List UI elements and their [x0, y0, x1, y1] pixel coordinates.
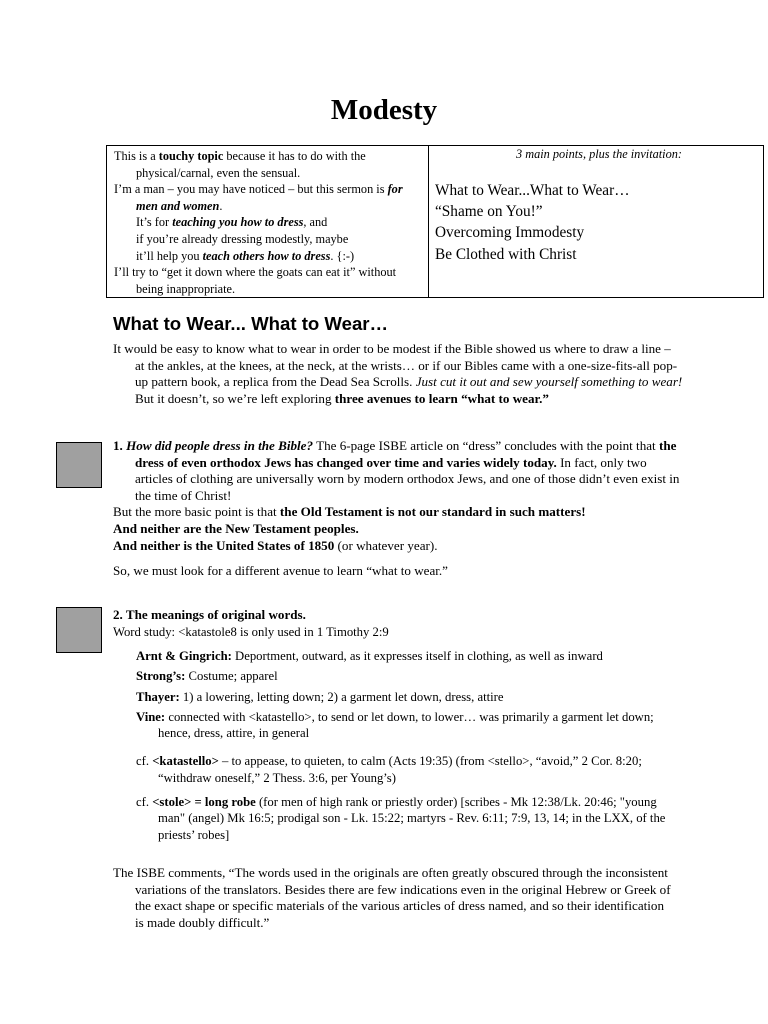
- paragraph: The ISBE comments, “The words used in the originals are often greatly obscured through the inconsistent variations of the translators. Besides there are few indications even in the original Hebrew or Greek of the exact shape or specific materials of the various articles of dress named, and so their identification is made doubly difficult.”: [113, 865, 671, 930]
- source-label: Vine:: [136, 709, 166, 724]
- text: But it doesn’t, so we’re left exploring: [135, 390, 335, 406]
- purpose-text: teach others how to dress: [202, 248, 331, 263]
- outline-header: 3 main points, plus the invitation:: [515, 147, 682, 161]
- emphasis-text: And neither are the New Testament peoples.: [113, 520, 359, 536]
- paragraph: [113, 538, 683, 555]
- purpose-text: teaching you how to dress: [172, 215, 304, 230]
- lexicon-entry: [113, 709, 683, 742]
- text: . {:-): [330, 248, 355, 263]
- intro-line-6: [114, 264, 424, 297]
- paragraph: So, we must look for a different avenue to learn “what to wear.”: [113, 563, 448, 579]
- text: The 6-page ISBE article on “dress” concludes with the point that: [313, 438, 659, 453]
- sermon-outline: [429, 146, 763, 297]
- text: because it has to do with the: [223, 149, 366, 163]
- text: It’s for: [136, 215, 173, 230]
- text: it’ll help you: [136, 248, 203, 263]
- text: cf.: [136, 795, 153, 810]
- text: this sermon is: [316, 182, 388, 197]
- section-heading: What to Wear... What to Wear…: [113, 313, 389, 334]
- word-study: Word study: <katastole8 is only used in 1 Timothy 2:9: [113, 624, 389, 639]
- text: physical/carnal, even the sensual.: [136, 165, 301, 180]
- lexicon-entry: [113, 648, 683, 664]
- text: It would be easy to know what to wear in order to be modest if the Bible showed us where to draw a line – at the ankles, at the knees, at the neck, at the wrists… or if our Bibles came with a one-size-fits-all pop-up pattern book, a replica from the Dead Sea Scrolls.: [113, 341, 678, 390]
- paragraph: [113, 341, 683, 391]
- intro-notes: [107, 146, 429, 297]
- intro-paragraph: [113, 341, 683, 407]
- outline-item: Be Clothed with Christ: [435, 245, 577, 263]
- intro-line-3: [114, 214, 424, 231]
- point-1: [113, 438, 683, 580]
- point-heading: [113, 607, 683, 624]
- emphasis-text: three avenues to learn “what to wear.”: [334, 390, 549, 406]
- text: In fact, only two articles of clothing are universally worn by modern orthodox Jews, and one of those didn’t even exist in the time of Christ!: [135, 454, 680, 503]
- source-label: Thayer:: [136, 689, 180, 704]
- emphasis-text: the Old Testament is not our standard in such matters!: [279, 504, 586, 520]
- text: , and: [303, 215, 328, 230]
- point-2: [113, 607, 683, 640]
- isbe-comment: [113, 865, 673, 931]
- cross-reference: [113, 753, 683, 786]
- point-number: 1.: [113, 438, 127, 453]
- paragraph: [113, 438, 683, 504]
- text: Costume; apparel: [185, 669, 278, 684]
- text: – to appease, to quieten, to calm (Acts 19:35) (from <stello>, “avoid,” 2 Cor. 8:20; “withdraw oneself,” 2 Thess. 3:6, per Young’s): [158, 754, 642, 785]
- emphasis-text: the dress of even orthodox Jews has changed over time and varies widely today.: [135, 438, 677, 470]
- intro-table: [106, 145, 764, 298]
- emphasis-text: Just cut it out and sew yourself something to wear!: [415, 374, 683, 390]
- intro-line-5: [114, 248, 424, 265]
- text: I’m a man – you may have noticed – but: [114, 182, 314, 197]
- text: (for men of high rank or priestly order) [scribes - Mk 12:38/Lk. 20:46; "young man" (angel) Mk 16:5; prodigal son - Lk. 15:22; martyrs - Rev. 6:11; 7:9, 13, 14; in the LXX, of the priests’ robes]: [158, 795, 666, 842]
- text: Deportment, outward, as it expresses itself in clothing, as well as inward: [231, 649, 603, 663]
- text: .: [219, 198, 223, 213]
- emphasis-text: And neither is the United States of 1850: [113, 537, 335, 553]
- text: I’ll try to “get it down where the goats can eat it”: [114, 265, 356, 280]
- source-label: Strong’s:: [136, 669, 186, 684]
- source-label: Arnt & Gingrich:: [136, 649, 232, 663]
- audience-text: for men and women: [136, 182, 403, 213]
- lexicon-entry: [113, 689, 683, 705]
- intro-line-2: [114, 181, 424, 214]
- outline-item: Overcoming Immodesty: [435, 224, 585, 242]
- page-title: Modesty: [330, 94, 438, 126]
- paragraph: [113, 391, 683, 408]
- text: (or whatever year).: [334, 537, 438, 553]
- point-marker: [56, 442, 102, 488]
- text: This is a: [114, 149, 159, 163]
- text: 1) a lowering, letting down; 2) a garment let down, dress, attire: [179, 689, 504, 704]
- text: without being inappropriate.: [136, 265, 397, 296]
- outline-item: What to Wear...What to Wear…: [435, 182, 630, 199]
- touchy-topic-text: touchy topic: [158, 149, 224, 163]
- point-marker: [56, 607, 102, 653]
- text: But the more basic point is that: [113, 504, 280, 520]
- paragraph: [113, 521, 683, 538]
- text: cf.: [136, 754, 153, 769]
- text: connected with <katastello>, to send or let down, to lower… was primarily a garment let down; hence, dress, attire, in general: [158, 709, 654, 741]
- outline-item: “Shame on You!”: [435, 203, 543, 221]
- paragraph: [113, 504, 683, 521]
- lexicon-entry: [113, 668, 683, 684]
- intro-line-4: if you’re already dressing modestly, maybe: [136, 231, 349, 246]
- heading-text: 2. The meanings of original words.: [113, 607, 306, 622]
- emphasis-text: <stole> = long robe: [152, 795, 256, 810]
- lexicon-entries: [113, 648, 683, 843]
- point-question: How did people dress in the Bible?: [126, 438, 314, 453]
- outline-list: [435, 180, 763, 265]
- emphasis-text: <katastello>: [152, 754, 219, 769]
- cross-reference: [113, 794, 683, 843]
- intro-line-1: [114, 148, 424, 181]
